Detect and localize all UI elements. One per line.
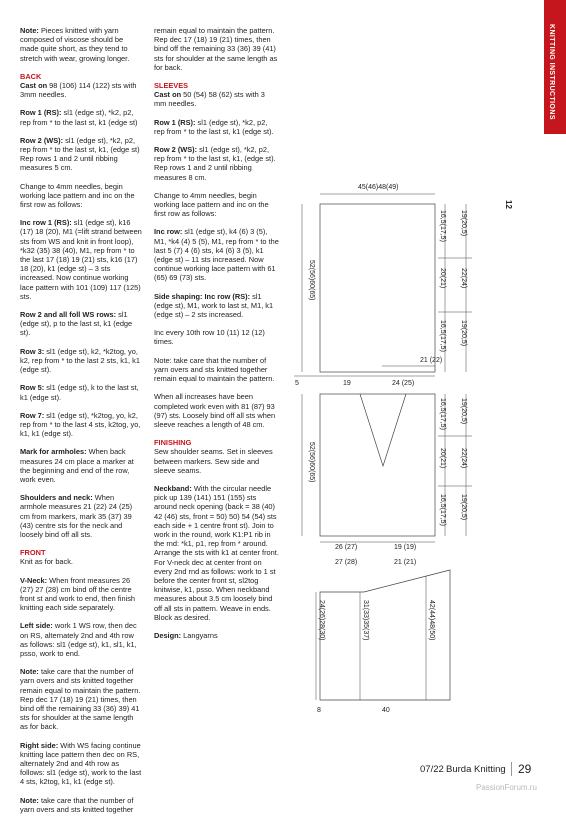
- instruction-text: remain equal to maintain the pattern. Rep dec 17 (18) 19 (21) times, then bind off the remaining 33 (36) 39 (41) sts for shoulder at the same length as for back.: [154, 26, 278, 72]
- sleeve-bottom-left: 8: [317, 707, 321, 714]
- back-bottom-left: 5: [295, 380, 299, 387]
- instruction-text: sl1 (edge st), *k2, p2, rep from * to the last st, k1 (edge st).: [154, 117, 274, 136]
- instructions-column-1: [20, 26, 142, 823]
- instruction-paragraph: [20, 383, 142, 401]
- instruction-text: Pieces knitted with yarn composed of viscose should be made quite short, as they tend to stretch with wear, growing longer.: [20, 26, 130, 63]
- instruction-label: Row 5:: [20, 383, 45, 393]
- instruction-text: sl1 (edge st), p to the last st, k1 (edge st).: [20, 310, 133, 338]
- instruction-text: Change to 4mm needles, begin working lace pattern and inc on the first row as follows:: [20, 181, 135, 210]
- instruction-paragraph: [154, 227, 279, 282]
- back-side-upper-b: 19(20,5): [460, 210, 467, 237]
- back-side-mid-b: 22(24): [460, 268, 467, 289]
- instruction-label: Mark for armholes:: [20, 447, 87, 457]
- instruction-label: Row 2 and all foll WS rows:: [20, 310, 117, 320]
- instruction-text: sl1 (edge st), k2, *k2tog, yo, k2, rep from * to the last 2 sts, k1, k1 (edge st).: [20, 346, 140, 375]
- instruction-text: When armhole measures 21 (22) 24 (25) cm from markers, mark 35 (37) 39 (43) centre sts for the neck and loosely bind off all sts.: [20, 493, 133, 539]
- instruction-label: Row 2 (WS):: [20, 135, 64, 145]
- instruction-text: When all increases have been completed work even with 81 (87) 93 (97) sts. Loosely bind off all sts when sleeve reaches a length of 48 cm.: [154, 392, 276, 429]
- instruction-paragraph: [154, 191, 279, 219]
- section-heading: FINISHING: [154, 438, 192, 448]
- instruction-label: Row 2 (WS):: [154, 145, 198, 155]
- instruction-text: Change to 4mm needles, begin working lace pattern and inc on the first row as follows:: [154, 190, 269, 219]
- instruction-paragraph: [20, 741, 142, 787]
- back-side-upper-a: 16,5(17,5): [439, 210, 446, 242]
- section-tab-label: KNITTING INSTRUCTIONS: [548, 24, 555, 120]
- instruction-label: Neckband:: [154, 483, 192, 493]
- footer-divider: [511, 762, 512, 776]
- instruction-paragraph: [20, 411, 142, 439]
- front-side-mid-b: 22(24): [460, 448, 467, 469]
- front-length: 52(56)60(65): [308, 442, 315, 483]
- instruction-label: Cast on: [20, 81, 48, 91]
- section-heading: SLEEVES: [154, 81, 189, 91]
- instruction-text: sl1 (edge st), *k2, p2, rep from * to the last st, k1, (edge st) Rep rows 1 and 2 until ribbing measures 5 cm.: [20, 135, 140, 173]
- footer-issue: 07/22: [420, 764, 444, 775]
- instruction-text: Inc every 10th row 10 (11) 12 (12) times.: [154, 328, 265, 347]
- front-bottom-left: 26 (27): [335, 544, 358, 551]
- instruction-text: sl1 (edge st), *k2, p2, rep from * to the last st, k1 (edge st): [20, 108, 138, 127]
- instruction-paragraph: [154, 356, 279, 384]
- instruction-text: With WS facing continue knitting lace pattern then dec on RS, alternately 2nd and 4th row as follows: sl1 (edge st), work to the last 4 sts, k2tog, k1, k1 (edge st).: [20, 740, 142, 787]
- instruction-paragraph: [154, 118, 279, 136]
- instruction-paragraph: [20, 72, 142, 100]
- pattern-number: 12: [504, 200, 513, 209]
- sleeve-right-height: 42(44)48(50): [428, 600, 435, 641]
- front-bottom-right-2: 21 (21): [394, 559, 417, 566]
- instruction-label: Row 3:: [20, 346, 45, 356]
- instruction-paragraph: [20, 447, 142, 484]
- instruction-text: sl1 (edge st), M1, work to last st, M1, k1 (edge st) – 2 sts increased.: [154, 291, 274, 320]
- front-side-mid-a: 20(21): [439, 448, 446, 469]
- watermark: PassionForum.ru: [476, 783, 537, 792]
- instruction-paragraph: [20, 310, 142, 338]
- instruction-label: Row 1 (RS):: [20, 108, 62, 118]
- instruction-paragraph: [20, 576, 142, 613]
- instruction-paragraph: [20, 218, 142, 301]
- instruction-label: Row 7:: [20, 410, 45, 420]
- instruction-text: take care that the number of yarn overs and sts knitted together remain equal to maintain the pattern. Rep dec 17 (18) 19 (21) times, then bind off the remaining 33 (36) 39) 41 sts for shoulder at the same length as for back.: [20, 667, 141, 732]
- instruction-paragraph: [20, 796, 142, 814]
- instruction-text: Note: take care that the number of yarn overs and sts knitted together remain equal to maintain the pattern.: [154, 355, 275, 384]
- instruction-paragraph: [20, 667, 142, 731]
- instruction-paragraph: [20, 493, 142, 539]
- instruction-text: When front measures 26 (27) 27 (28) cm bind off the centre front st and work to end, then finish knitting each side separately.: [20, 575, 136, 613]
- instruction-paragraph: [20, 26, 142, 63]
- instruction-text: Langyarns: [181, 630, 218, 640]
- instruction-paragraph: [20, 136, 142, 173]
- instruction-text: sl1 (edge st), k4 (6) 3 (5), M1, *k4 (4) 5 (5), M1, rep from * to the last 5 (7) 4 (6) sts, k4 (6) 3 (5), k1 (edge st) – 11 sts increased. Now continue working lace pattern with 61 (65) 69 (73) sts.: [154, 227, 279, 283]
- back-side-mid-a: 20(21): [439, 268, 446, 289]
- instruction-text: work 1 WS row, then dec on RS, alternately 2nd and 4th row as follows: sl1 (edge st), k1, sl1, k1, psso, work to end.: [20, 621, 137, 658]
- instruction-label: Shoulders and neck:: [20, 493, 93, 503]
- instruction-label: Side shaping: Inc row (RS):: [154, 291, 251, 301]
- footer-magazine: Burda Knitting: [446, 764, 506, 775]
- instruction-text: Sew shoulder seams. Set in sleeves between markers. Sew side and sleeve seams.: [154, 447, 273, 475]
- instructions-column-2: [154, 26, 279, 649]
- instruction-label: Left side:: [20, 621, 53, 631]
- instruction-text: sl1 (edge st), *k2tog, yo, k2, rep from * to the last 4 sts, k2tog, yo, k1, k1 (edge st).: [20, 410, 141, 439]
- instruction-text: 98 (106) 114 (122) sts with 3mm needles.: [20, 81, 137, 100]
- instruction-label: Note:: [20, 667, 39, 677]
- instruction-text: take care that the number of yarn overs and sts knitted together: [20, 795, 134, 814]
- instruction-text: sl1 (edge st), k to the last st, k1 (edge st).: [20, 383, 139, 402]
- sleeve-mid-height: 31(33)35(37): [362, 600, 369, 641]
- instruction-paragraph: [20, 182, 142, 210]
- instruction-paragraph: [20, 108, 142, 126]
- front-bottom-left-2: 27 (28): [335, 559, 358, 566]
- instruction-text: 50 (54) 58 (62) sts with 3 mm needles.: [154, 90, 265, 109]
- instruction-label: Note:: [20, 795, 39, 805]
- instruction-label: Cast on: [154, 90, 182, 100]
- front-side-lower-a: 16,5(17,5): [439, 494, 446, 526]
- instruction-paragraph: [154, 26, 279, 72]
- instruction-text: sl1 (edge st), *k2, p2, rep from * to the last st, k1, (edge st). Rep rows 1 and 2 until ribbing measures 8 cm.: [154, 145, 276, 182]
- instruction-text: sl1 (edge st), k16 (17) 18 (20), M1 (=lift strand between sts from WS and knit in front loop), *k32 (35) 38 (40), M1, rep from * to the last 17 (18) 19 (21) sts, k16 (17) 18 (20), k1 (edge st) – 3 sts increased. Now continue working lace pattern with 101 (109) 117 (125) sts.: [20, 218, 142, 301]
- instruction-label: Inc row 1 (RS):: [20, 218, 72, 228]
- instruction-paragraph: [154, 81, 279, 109]
- instruction-paragraph: [154, 631, 279, 640]
- instruction-label: Right side:: [20, 740, 59, 750]
- back-top-width: 45(46)48(49): [358, 184, 399, 191]
- back-bottom-right: 24 (25): [392, 380, 415, 387]
- instruction-paragraph: [20, 347, 142, 375]
- knitting-schematics: [290, 180, 550, 720]
- instruction-label: Row 1 (RS):: [154, 117, 196, 127]
- instruction-label: Inc row:: [154, 227, 183, 237]
- instruction-paragraph: [154, 292, 279, 320]
- sleeve-bottom-right: 40: [382, 707, 390, 714]
- front-bottom-right: 19 (19): [394, 544, 417, 551]
- instruction-paragraph: [154, 392, 279, 429]
- page-number: 29: [518, 762, 532, 776]
- instruction-paragraph: [20, 548, 142, 566]
- back-side-lower-a: 16,5(17,5): [439, 320, 446, 352]
- front-side-upper-b: 19(20,5): [460, 398, 467, 425]
- section-tab: [544, 0, 566, 134]
- instruction-paragraph: [154, 328, 279, 346]
- instruction-text: Knit as for back.: [20, 557, 73, 567]
- instruction-paragraph: [154, 484, 279, 622]
- sleeve-left-height: 24(26)28(30): [318, 600, 325, 641]
- instruction-label: V-Neck:: [20, 575, 48, 585]
- instruction-text: When back measures 24 cm place a marker at the beginning and end of the row, work even.: [20, 447, 134, 484]
- instruction-text: With the circular needle pick up 139 (141) 151 (155) sts around neck opening (back = 38 (40) 42 (46) sts, front = 50) 50) 54 (54) sts each side + 1 centre front st). Join to work in the round, work K1:P1 rib in the rnd: *k1, p1, rep from * around. Arrange the sts with k1 at center front. For V-neck dec at center front on every 2nd rnd as follows: work to 1 st before the center front st, sl2tog knitwise, k1, psso. When neckband measures about 3.5 cm loosely bind off all sts in pattern. Weave in ends. Block as desired.: [154, 483, 279, 622]
- back-length: 52(56)60(65): [308, 260, 315, 301]
- front-side-lower-b: 19(20,5): [460, 494, 467, 521]
- instruction-paragraph: [154, 145, 279, 182]
- instruction-paragraph: [20, 621, 142, 658]
- instruction-paragraph: [154, 438, 279, 475]
- back-neck-width: 21 (22): [420, 357, 443, 364]
- back-bottom-mid: 19: [343, 380, 351, 387]
- back-side-lower-b: 19(20,5): [460, 320, 467, 347]
- instruction-label: Note:: [20, 26, 39, 35]
- section-heading: FRONT: [20, 548, 46, 558]
- instruction-label: Design:: [154, 630, 182, 640]
- front-side-upper-a: 16,5(17,5): [439, 398, 446, 430]
- section-heading: BACK: [20, 71, 42, 81]
